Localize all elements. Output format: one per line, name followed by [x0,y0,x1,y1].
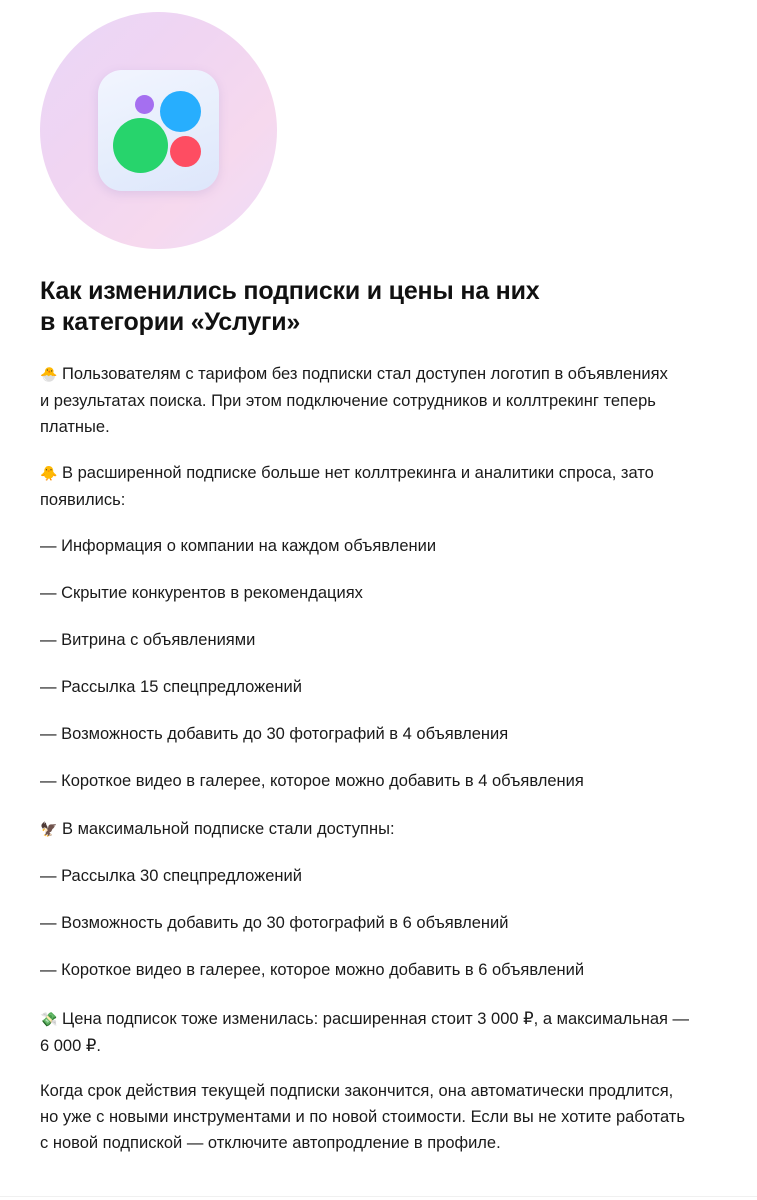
purple-dot-icon [135,95,154,114]
paragraph-text: В максимальной подписке стали доступны: [62,820,395,838]
eagle-icon: 🦅 [40,822,58,838]
paragraph-line [40,460,720,487]
baby-chick-icon: 🐥 [40,466,58,482]
paragraph-line: платные. [40,418,110,436]
title-line-2: в категории «Услуги» [40,308,301,336]
paragraph-line [40,1006,720,1033]
list-item: — Витрина с объявлениями [40,631,256,649]
blue-dot-icon [160,91,201,132]
avito-app-icon [98,70,219,191]
list-item: — Информация о компании на каждом объявлении [40,537,437,555]
list-item: — Рассылка 15 спецпредложений [40,678,302,696]
list-item: — Скрытие конкурентов в рекомендациях [40,584,363,602]
paragraph-extended-subscription [40,460,720,513]
list-item: — Рассылка 30 спецпредложений [40,867,302,885]
paragraph-renewal [40,1078,720,1156]
divider [0,1196,757,1197]
green-dot-icon [113,118,168,173]
list-item: — Возможность добавить до 30 фотографий в 4 объявления [40,725,509,743]
paragraph-max-subscription [40,816,720,843]
paragraph-line: появились: [40,491,126,509]
paragraph-line: и результатах поиска. При этом подключение сотрудников и коллтрекинг теперь [40,392,656,410]
hatching-chick-icon: 🐣 [40,367,58,383]
list-item: — Возможность добавить до 30 фотографий в 6 объявлений [40,914,509,932]
paragraph-line: 6 000 ₽. [40,1037,101,1055]
paragraph-line: Когда срок действия текущей подписки закончится, она автоматически продлится, [40,1082,674,1100]
red-dot-icon [170,136,201,167]
money-with-wings-icon: 💸 [40,1012,58,1028]
paragraph-text: Пользователям с тарифом без подписки стал доступен логотип в объявлениях [62,365,668,383]
page-title [40,276,680,338]
title-line-1: Как изменились подписки и цены на них [40,277,540,305]
list-item: — Короткое видео в галерее, которое можно добавить в 4 объявления [40,772,584,790]
paragraph-line [40,816,720,843]
paragraph-prices [40,1006,720,1059]
paragraph-text: Цена подписок тоже изменилась: расширенная стоит 3 000 ₽, а максимальная — [62,1010,690,1028]
paragraph-line: с новой подпиской — отключите автопродление в профиле. [40,1134,501,1152]
paragraph-line [40,361,720,388]
paragraph-no-subscription [40,361,720,440]
paragraph-text: В расширенной подписке больше нет коллтрекинга и аналитики спроса, зато [62,464,654,482]
list-item: — Короткое видео в галерее, которое можно добавить в 6 объявлений [40,961,585,979]
paragraph-line: но уже с новыми инструментами и по новой стоимости. Если вы не хотите работать [40,1108,685,1126]
